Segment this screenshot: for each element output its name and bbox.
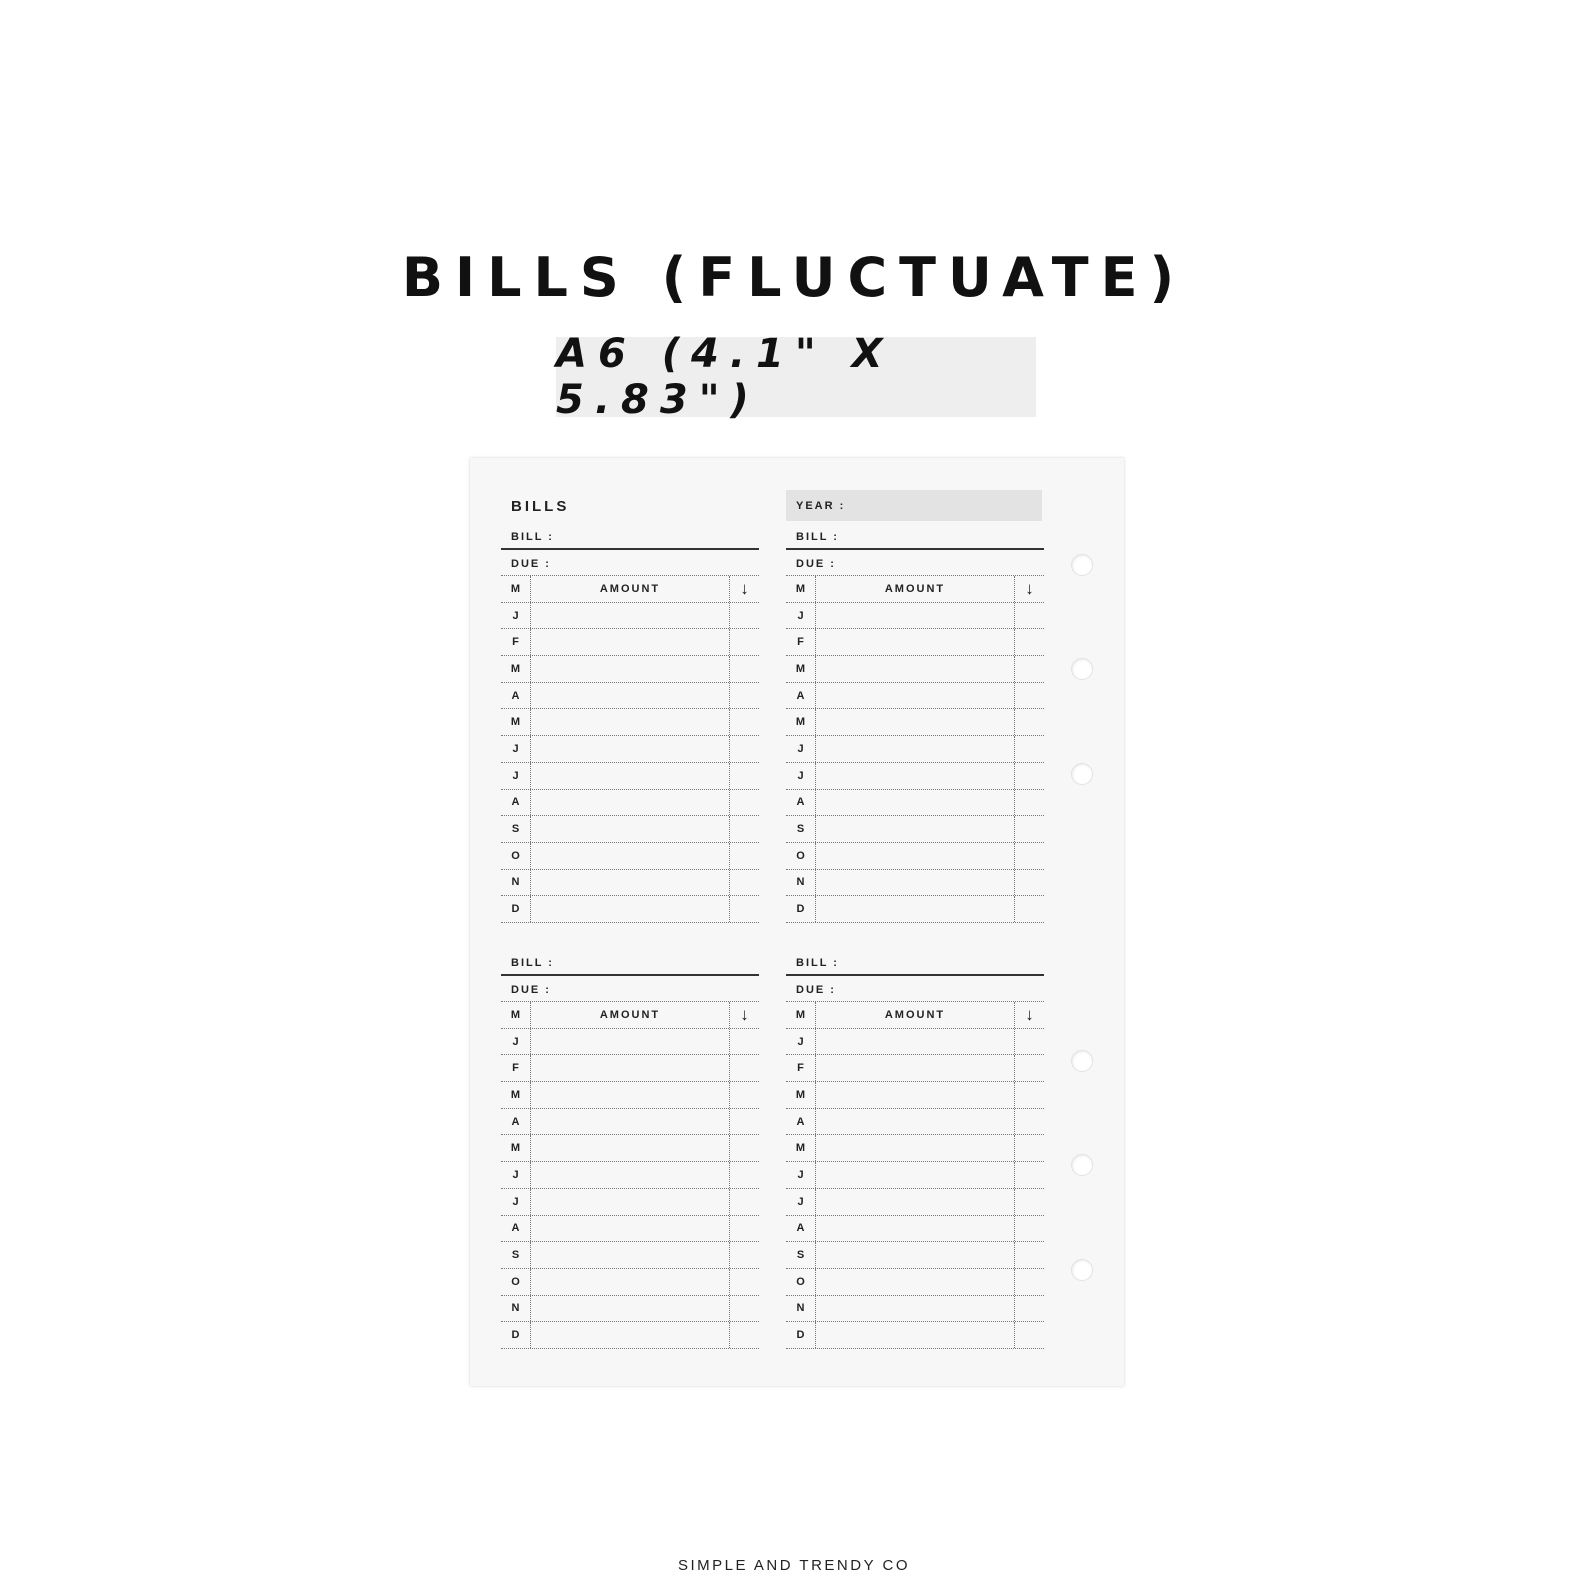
month-label: M (786, 709, 816, 735)
paid-check-cell[interactable] (730, 790, 759, 816)
month-label: O (786, 843, 816, 869)
paid-check-cell[interactable] (1015, 1109, 1044, 1135)
amount-cell[interactable] (816, 683, 1015, 709)
paid-check-cell[interactable] (1015, 816, 1044, 842)
amount-cell[interactable] (531, 1216, 730, 1242)
amount-cell[interactable] (531, 816, 730, 842)
amount-cell[interactable] (531, 896, 730, 922)
month-label: D (501, 1322, 531, 1348)
table-row (501, 1242, 759, 1269)
amount-cell[interactable] (531, 763, 730, 789)
month-label: A (501, 1216, 531, 1242)
paid-check-cell[interactable] (1015, 790, 1044, 816)
paid-check-cell[interactable] (1015, 896, 1044, 922)
month-label: J (786, 736, 816, 762)
amount-cell[interactable] (816, 1189, 1015, 1215)
paid-check-cell[interactable] (1015, 1055, 1044, 1081)
amount-cell[interactable] (816, 763, 1015, 789)
month-label: J (786, 1162, 816, 1188)
month-label: S (501, 816, 531, 842)
amount-cell[interactable] (816, 1109, 1015, 1135)
month-column-header: M (501, 576, 531, 602)
table-row (501, 709, 759, 736)
table-row (786, 1109, 1044, 1136)
table-row (501, 629, 759, 656)
year-field[interactable] (786, 490, 1042, 521)
amount-cell[interactable] (816, 1162, 1015, 1188)
bill-tracker-block-3 (501, 950, 759, 1349)
paid-check-cell[interactable] (1015, 603, 1044, 629)
amount-cell[interactable] (816, 1029, 1015, 1055)
amount-cell[interactable] (531, 603, 730, 629)
amount-column-header: AMOUNT (531, 576, 730, 602)
amount-cell[interactable] (816, 816, 1015, 842)
paid-check-cell[interactable] (730, 1135, 759, 1161)
paid-check-cell[interactable] (730, 870, 759, 896)
amount-cell[interactable] (531, 1269, 730, 1295)
month-label: J (501, 1029, 531, 1055)
bill-name-field[interactable]: BILL : (786, 524, 1044, 550)
month-label: D (786, 896, 816, 922)
table-row (786, 709, 1044, 736)
down-arrow-icon: ↓ (740, 578, 749, 598)
down-arrow-icon: ↓ (740, 1004, 749, 1024)
paid-check-cell[interactable] (1015, 1296, 1044, 1322)
table-row (786, 1082, 1044, 1109)
paid-check-cell[interactable] (1015, 1322, 1044, 1348)
paid-check-cell[interactable] (730, 629, 759, 655)
bill-name-field[interactable]: BILL : (501, 950, 759, 976)
month-label: S (786, 816, 816, 842)
table-row (786, 870, 1044, 897)
paid-check-cell[interactable] (730, 1162, 759, 1188)
paid-check-cell[interactable] (730, 1082, 759, 1108)
bill-name-field[interactable]: BILL : (786, 950, 1044, 976)
due-date-field[interactable]: DUE : (786, 550, 1044, 576)
table-row (501, 603, 759, 630)
paid-check-cell[interactable] (730, 1296, 759, 1322)
amount-cell[interactable] (531, 1029, 730, 1055)
table-row (786, 1162, 1044, 1189)
paid-check-cell[interactable] (1015, 1242, 1044, 1268)
table-header-row (786, 1002, 1044, 1029)
amount-cell[interactable] (531, 1055, 730, 1081)
ring-hole (1071, 1154, 1093, 1176)
amount-cell[interactable] (816, 790, 1015, 816)
ring-hole (1071, 658, 1093, 680)
month-label: M (786, 656, 816, 682)
amount-cell[interactable] (531, 843, 730, 869)
table-header-row (501, 576, 759, 603)
month-label: A (501, 1109, 531, 1135)
table-row (501, 896, 759, 923)
month-label: J (501, 736, 531, 762)
paid-check-cell[interactable] (1015, 1082, 1044, 1108)
table-row (501, 1162, 759, 1189)
month-label: J (786, 763, 816, 789)
due-date-field[interactable]: DUE : (501, 550, 759, 576)
paid-check-cell[interactable] (1015, 656, 1044, 682)
amount-cell[interactable] (531, 790, 730, 816)
month-label: J (501, 763, 531, 789)
paid-check-cell[interactable] (730, 1322, 759, 1348)
table-row (501, 1029, 759, 1056)
amount-cell[interactable] (816, 843, 1015, 869)
table-row (786, 1135, 1044, 1162)
month-label: D (501, 896, 531, 922)
month-label: N (501, 1296, 531, 1322)
table-row (786, 763, 1044, 790)
table-row (501, 1189, 759, 1216)
down-arrow-icon: ↓ (1025, 1004, 1034, 1024)
month-label: O (501, 1269, 531, 1295)
amount-cell[interactable] (531, 629, 730, 655)
page-title: BILLS (FLUCTUATE) (401, 246, 1187, 309)
table-row (786, 1269, 1044, 1296)
down-arrow-icon: ↓ (1025, 578, 1034, 598)
month-label: A (786, 683, 816, 709)
table-row (501, 1269, 759, 1296)
paid-check-cell[interactable] (1015, 1029, 1044, 1055)
month-label: M (786, 1135, 816, 1161)
month-label: F (786, 629, 816, 655)
paid-check-cell[interactable] (730, 896, 759, 922)
planner-sheet (470, 458, 1124, 1386)
month-label: J (501, 1162, 531, 1188)
amount-cell[interactable] (816, 1296, 1015, 1322)
paid-check-cell[interactable] (730, 683, 759, 709)
paid-check-cell[interactable] (730, 843, 759, 869)
month-label: N (786, 1296, 816, 1322)
table-row (786, 1242, 1044, 1269)
bill-tracker-block-4 (786, 950, 1044, 1349)
ring-hole (1071, 763, 1093, 785)
paid-check-cell[interactable] (730, 1242, 759, 1268)
amount-cell[interactable] (531, 709, 730, 735)
table-row (786, 736, 1044, 763)
amount-cell[interactable] (816, 1322, 1015, 1348)
ring-hole (1071, 1259, 1093, 1281)
paid-check-cell[interactable] (1015, 1162, 1044, 1188)
paid-check-cell[interactable] (1015, 1135, 1044, 1161)
amount-cell[interactable] (531, 1322, 730, 1348)
table-row (501, 1135, 759, 1162)
paid-check-cell[interactable] (730, 1189, 759, 1215)
paid-check-cell[interactable] (730, 763, 759, 789)
month-label: A (786, 1216, 816, 1242)
size-badge (556, 331, 1036, 423)
month-label: M (501, 1135, 531, 1161)
table-row (786, 629, 1044, 656)
amount-cell[interactable] (531, 1162, 730, 1188)
paid-check-cell[interactable] (730, 1109, 759, 1135)
table-row (501, 1322, 759, 1349)
table-row (501, 1055, 759, 1082)
amount-cell[interactable] (531, 1082, 730, 1108)
table-row (786, 1055, 1044, 1082)
table-row (501, 1296, 759, 1323)
size-label: A6 (4.1" X 5.83") (556, 331, 894, 423)
amount-cell[interactable] (531, 1189, 730, 1215)
paid-check-cell[interactable] (1015, 1189, 1044, 1215)
month-label: S (786, 1242, 816, 1268)
amount-column-header: AMOUNT (816, 1002, 1015, 1028)
table-row (501, 736, 759, 763)
paid-check-cell[interactable] (730, 1029, 759, 1055)
bill-tracker-block-1 (501, 524, 759, 923)
table-row (786, 816, 1044, 843)
amount-cell[interactable] (816, 656, 1015, 682)
table-row (786, 1322, 1044, 1349)
month-label: M (501, 709, 531, 735)
month-label: A (786, 790, 816, 816)
ring-hole (1071, 1050, 1093, 1072)
amount-cell[interactable] (816, 1216, 1015, 1242)
table-row (786, 1189, 1044, 1216)
table-row (786, 790, 1044, 817)
month-label: N (786, 870, 816, 896)
amount-cell[interactable] (816, 1242, 1015, 1268)
paid-check-cell[interactable] (1015, 870, 1044, 896)
amount-cell[interactable] (816, 629, 1015, 655)
paid-check-cell[interactable] (1015, 1216, 1044, 1242)
table-row (786, 656, 1044, 683)
amount-cell[interactable] (531, 870, 730, 896)
month-label: A (501, 683, 531, 709)
month-label: J (786, 1189, 816, 1215)
month-label: S (501, 1242, 531, 1268)
paid-check-cell[interactable] (1015, 843, 1044, 869)
month-column-header: M (501, 1002, 531, 1028)
paid-check-cell[interactable] (1015, 709, 1044, 735)
amount-cell[interactable] (816, 736, 1015, 762)
amount-cell[interactable] (531, 1109, 730, 1135)
due-date-field[interactable]: DUE : (501, 976, 759, 1002)
table-row (501, 656, 759, 683)
amount-column-header: AMOUNT (816, 576, 1015, 602)
month-column-header: M (786, 576, 816, 602)
paid-check-cell[interactable] (730, 736, 759, 762)
month-label: D (786, 1322, 816, 1348)
due-date-field[interactable]: DUE : (786, 976, 1044, 1002)
amount-cell[interactable] (531, 736, 730, 762)
bill-tracker-block-2 (786, 524, 1044, 923)
amount-cell[interactable] (816, 896, 1015, 922)
table-row (501, 1082, 759, 1109)
table-row (501, 790, 759, 817)
month-label: F (501, 629, 531, 655)
table-row (501, 683, 759, 710)
amount-cell[interactable] (816, 1269, 1015, 1295)
month-label: A (501, 790, 531, 816)
table-row (786, 843, 1044, 870)
table-header-row (501, 1002, 759, 1029)
table-row (786, 896, 1044, 923)
year-label: YEAR : (796, 499, 846, 512)
sheet-title: BILLS (511, 498, 570, 515)
amount-cell[interactable] (531, 656, 730, 682)
ring-hole (1071, 554, 1093, 576)
month-label: O (786, 1269, 816, 1295)
month-label: J (786, 1029, 816, 1055)
table-row (786, 1029, 1044, 1056)
paid-check-cell[interactable] (1015, 1269, 1044, 1295)
month-label: A (786, 1109, 816, 1135)
amount-cell[interactable] (816, 603, 1015, 629)
table-row (501, 763, 759, 790)
amount-cell[interactable] (816, 709, 1015, 735)
month-column-header: M (786, 1002, 816, 1028)
table-row (786, 1216, 1044, 1243)
month-label: M (501, 1082, 531, 1108)
month-label: M (501, 656, 531, 682)
table-row (786, 603, 1044, 630)
month-label: F (501, 1055, 531, 1081)
paid-check-cell[interactable] (730, 1216, 759, 1242)
paid-check-cell[interactable] (1015, 763, 1044, 789)
paid-check-cell[interactable] (1015, 736, 1044, 762)
paid-check-cell[interactable] (1015, 683, 1044, 709)
month-label: O (501, 843, 531, 869)
month-label: M (786, 1082, 816, 1108)
paid-check-cell[interactable] (730, 709, 759, 735)
month-label: J (786, 603, 816, 629)
amount-cell[interactable] (531, 1242, 730, 1268)
table-row (501, 1216, 759, 1243)
paid-check-cell[interactable] (730, 656, 759, 682)
month-label: J (501, 603, 531, 629)
table-row (501, 843, 759, 870)
table-row (501, 870, 759, 897)
amount-column-header: AMOUNT (531, 1002, 730, 1028)
bill-name-field[interactable]: BILL : (501, 524, 759, 550)
month-label: J (501, 1189, 531, 1215)
table-row (501, 816, 759, 843)
amount-cell[interactable] (816, 1082, 1015, 1108)
paid-check-cell[interactable] (730, 1269, 759, 1295)
amount-cell[interactable] (816, 1135, 1015, 1161)
amount-cell[interactable] (531, 1296, 730, 1322)
table-header-row (786, 576, 1044, 603)
brand-footer: SIMPLE AND TRENDY CO (678, 1557, 910, 1574)
amount-cell[interactable] (816, 1055, 1015, 1081)
table-row (786, 683, 1044, 710)
amount-cell[interactable] (816, 870, 1015, 896)
table-row (786, 1296, 1044, 1323)
amount-cell[interactable] (531, 683, 730, 709)
month-label: F (786, 1055, 816, 1081)
paid-check-cell[interactable] (1015, 629, 1044, 655)
paid-check-cell[interactable] (730, 603, 759, 629)
month-label: N (501, 870, 531, 896)
paid-check-cell[interactable] (730, 816, 759, 842)
table-row (501, 1109, 759, 1136)
amount-cell[interactable] (531, 1135, 730, 1161)
paid-check-cell[interactable] (730, 1055, 759, 1081)
